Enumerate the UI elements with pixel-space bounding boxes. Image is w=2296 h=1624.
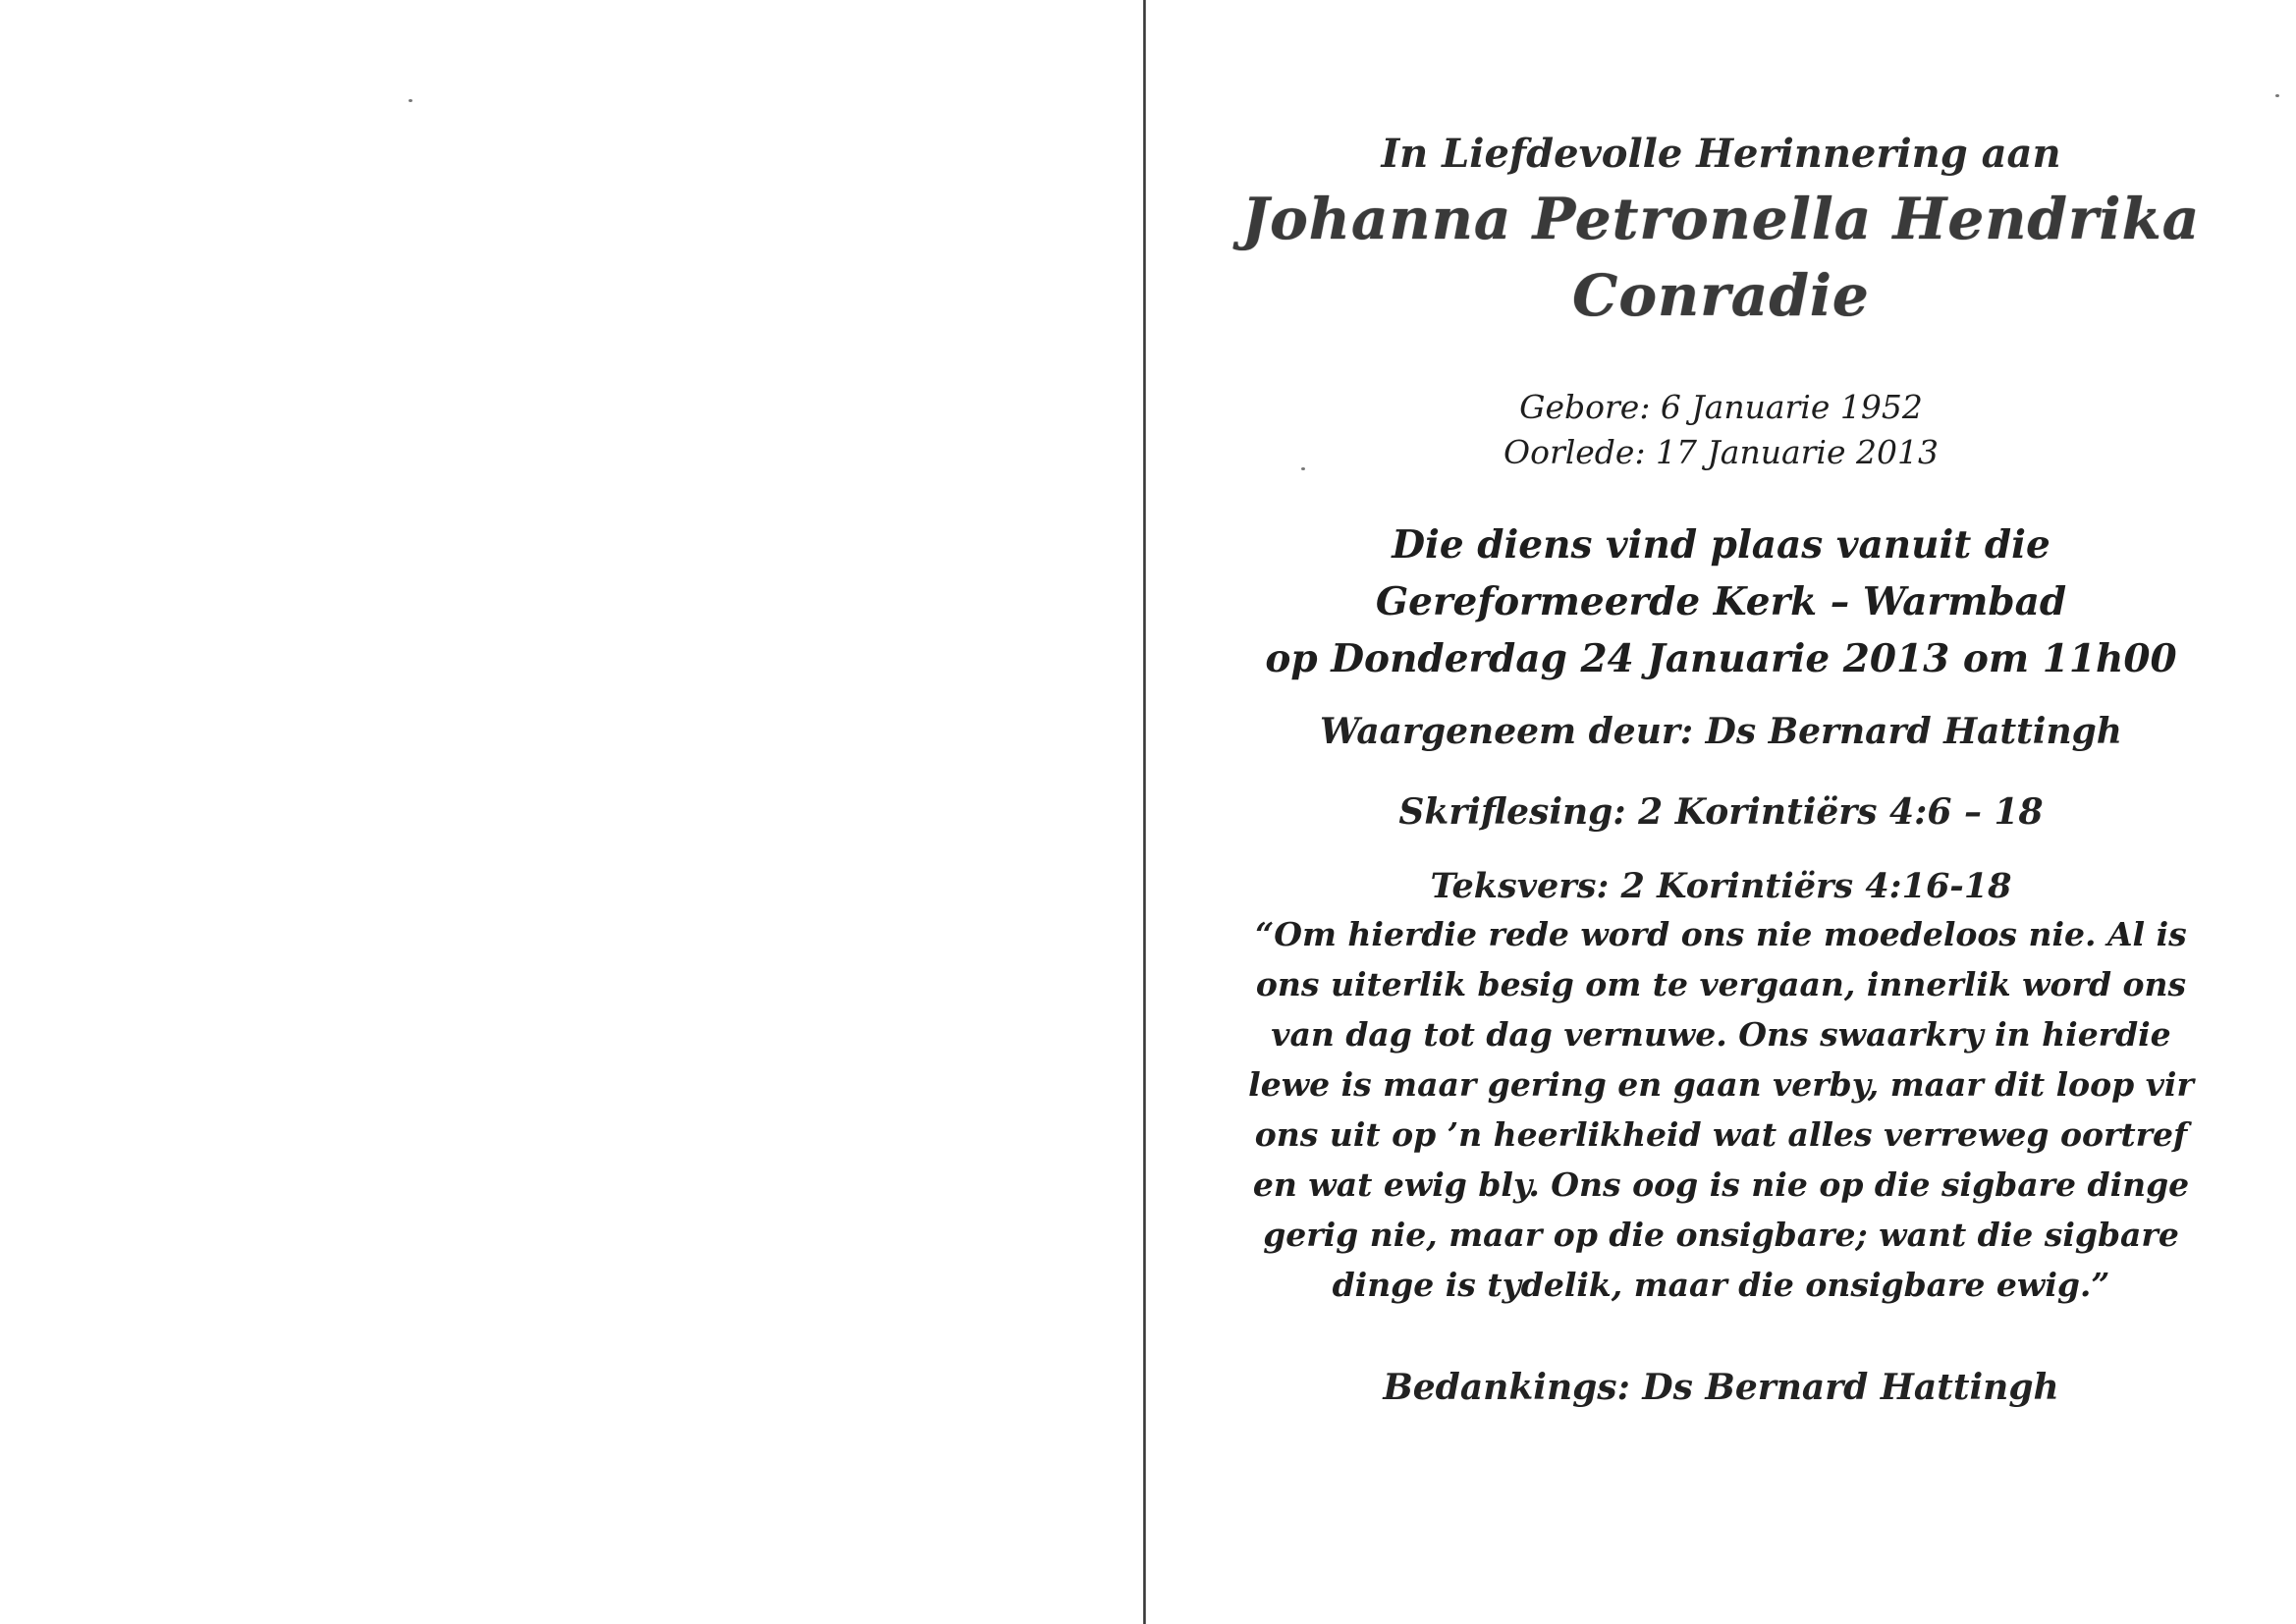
deceased-name-line1: Johanna Petronella Hendrika — [1241, 186, 2201, 252]
left-page-blank — [0, 0, 1143, 1624]
death-date: Oorlede: 17 Januarie 2013 — [1503, 433, 1939, 471]
verse-line: en wat ewig bly. Ons oog is nie op die sigbare dinge — [1252, 1165, 2190, 1204]
life-dates — [1205, 385, 2237, 475]
memorial-heading: In Liefdevolle Herinnering aan — [1381, 131, 2061, 177]
scan-speck — [409, 99, 412, 102]
service-line: Gereformeerde Kerk – Warmbad — [1375, 579, 2067, 624]
verse-line: ons uit op ’n heerlikheid wat alles verreweg oortref — [1254, 1115, 2188, 1154]
verse-line: gerig nie, maar op die onsigbare; want die sigbare — [1263, 1216, 2179, 1254]
service-details — [1205, 516, 2237, 687]
scan-speck — [2275, 94, 2279, 97]
right-page — [1146, 0, 2296, 1624]
verse-line: ons uiterlik besig om te vergaan, innerlik word ons — [1255, 965, 2187, 1003]
verse-line: dinge is tydelik, maar die onsigbare ewig.” — [1332, 1266, 2110, 1304]
birth-date: Gebore: 6 Januarie 1952 — [1519, 388, 1923, 426]
scripture-reading: Skriflesing: 2 Korintiërs 4:6 – 18 — [1398, 791, 2044, 833]
service-line: op Donderdag 24 Januarie 2013 om 11h00 — [1265, 636, 2177, 681]
verse-line: “Om hierdie rede word ons nie moedeloos nie. Al is — [1255, 915, 2187, 953]
text-verse-title: Teksvers: 2 Korintiërs 4:16-18 — [1430, 866, 2012, 906]
memorial-text — [1205, 128, 2237, 1412]
text-verse-block — [1205, 864, 2237, 1310]
officiant: Waargeneem deur: Ds Bernard Hattingh — [1320, 711, 2122, 752]
verse-quote — [1205, 909, 2237, 1310]
verse-line: lewe is maar gering en gaan verby, maar dit loop vir — [1248, 1065, 2194, 1104]
verse-line: van dag tot dag vernuwe. Ons swaarkry in hierdie — [1271, 1015, 2171, 1054]
deceased-name-line2: Conradie — [1572, 262, 1870, 329]
service-line: Die diens vind plaas vanuit die — [1392, 522, 2050, 568]
thanks: Bedankings: Ds Bernard Hattingh — [1383, 1367, 2059, 1408]
